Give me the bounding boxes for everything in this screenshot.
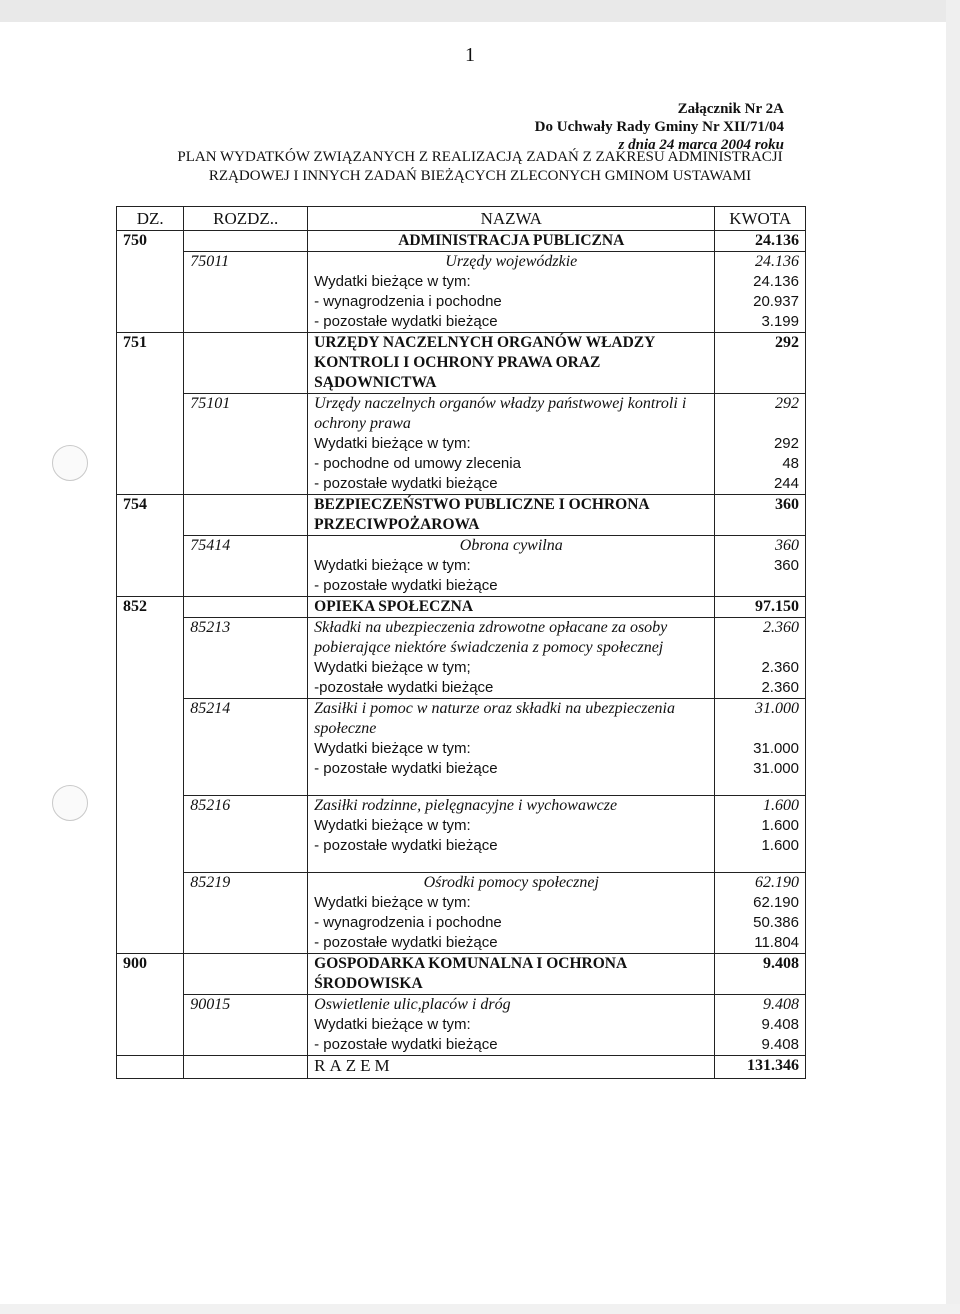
cell-rozdz bbox=[184, 739, 308, 759]
cell-name: Zasiłki i pomoc w naturze oraz składki na ubezpieczenia społeczne bbox=[308, 699, 715, 740]
cell-name: - pozostałe wydatki bieżące bbox=[314, 837, 498, 854]
cell-amount: 24.136 bbox=[715, 231, 806, 252]
table-row bbox=[117, 836, 806, 856]
cell-dz bbox=[117, 759, 184, 779]
cell-amount: 292 bbox=[715, 394, 806, 435]
cell-rozdz bbox=[184, 556, 308, 576]
cell-amount: 31.000 bbox=[715, 759, 806, 779]
table-row bbox=[117, 394, 806, 435]
cell-name: ADMINISTRACJA PUBLICZNA bbox=[308, 231, 715, 252]
cell-name: Oswietlenie ulic,placów i dróg bbox=[308, 995, 715, 1016]
cell-rozdz: 75414 bbox=[184, 536, 308, 557]
table-row bbox=[117, 678, 806, 699]
cell-amount: 360 bbox=[715, 495, 806, 536]
cell-rozdz bbox=[184, 434, 308, 454]
cell-rozdz bbox=[184, 678, 308, 699]
cell-dz: 754 bbox=[117, 495, 184, 536]
cell-name: Wydatki bieżące w tym: bbox=[314, 894, 471, 911]
cell-dz bbox=[117, 556, 184, 576]
table-row bbox=[117, 796, 806, 817]
cell-rozdz bbox=[184, 454, 308, 474]
annex-header bbox=[364, 100, 784, 154]
cell-dz bbox=[117, 394, 184, 435]
cell-amount: 2.360 bbox=[715, 618, 806, 659]
cell-rozdz bbox=[184, 272, 308, 292]
table-row bbox=[117, 739, 806, 759]
cell-rozdz: 75101 bbox=[184, 394, 308, 435]
cell-name: - pozostałe wydatki bieżące bbox=[314, 934, 498, 951]
cell-dz: 852 bbox=[117, 597, 184, 618]
cell-name: -pozostałe wydatki bieżące bbox=[314, 679, 494, 696]
cell-dz bbox=[117, 816, 184, 836]
title-line-2: RZĄDOWEJ I INNYCH ZADAŃ BIEŻĄCYCH ZLECONYCH GMINOM USTAWAMI bbox=[208, 168, 752, 184]
cell-rozdz bbox=[184, 495, 308, 536]
annex-resolution: Do Uchwały Rady Gminy Nr XII/71/04 bbox=[534, 119, 784, 135]
cell-name: - wynagrodzenia i pochodne bbox=[314, 293, 502, 310]
cell-amount: 1.600 bbox=[715, 816, 806, 836]
cell-dz bbox=[117, 292, 184, 312]
table-row bbox=[117, 434, 806, 454]
table-row bbox=[117, 759, 806, 779]
cell-amount: 3.199 bbox=[715, 312, 806, 333]
cell-name: Urzędy wojewódzkie bbox=[308, 252, 715, 273]
cell-dz bbox=[117, 699, 184, 740]
cell-name: Wydatki bieżące w tym: bbox=[314, 435, 471, 452]
table-row bbox=[117, 252, 806, 273]
table-row bbox=[117, 231, 806, 252]
cell-amount: 11.804 bbox=[715, 933, 806, 954]
cell-name: Wydatki bieżące w tym: bbox=[314, 740, 471, 757]
cell-name: - wynagrodzenia i pochodne bbox=[314, 914, 502, 931]
table-row bbox=[117, 536, 806, 557]
cell-amount: 1.600 bbox=[715, 796, 806, 817]
cell-rozdz: 75011 bbox=[184, 252, 308, 273]
cell-rozdz bbox=[184, 759, 308, 779]
cell-dz bbox=[117, 658, 184, 678]
cell-rozdz bbox=[184, 836, 308, 856]
cell-amount: 97.150 bbox=[715, 597, 806, 618]
table-row bbox=[117, 474, 806, 495]
cell-amount: 1.600 bbox=[715, 836, 806, 856]
cell-rozdz bbox=[184, 474, 308, 495]
cell-name: Wydatki bieżące w tym; bbox=[314, 659, 471, 676]
cell-dz: 751 bbox=[117, 333, 184, 394]
table-row bbox=[117, 576, 806, 597]
cell-rozdz bbox=[184, 576, 308, 597]
table-row bbox=[117, 658, 806, 678]
table-row bbox=[117, 454, 806, 474]
cell-rozdz bbox=[184, 231, 308, 252]
scan-edge-right bbox=[946, 0, 960, 1314]
annex-date: z dnia 24 marca 2004 roku bbox=[618, 137, 784, 153]
cell-name: Ośrodki pomocy społecznej bbox=[308, 873, 715, 894]
punch-hole-icon bbox=[52, 445, 88, 481]
table-row bbox=[117, 893, 806, 913]
cell-name: Wydatki bieżące w tym: bbox=[314, 1016, 471, 1033]
table-row bbox=[117, 954, 806, 995]
cell-rozdz bbox=[184, 893, 308, 913]
cell-rozdz bbox=[184, 933, 308, 954]
cell-amount: 292 bbox=[715, 333, 806, 394]
cell-name: - pochodne od umowy zlecenia bbox=[314, 455, 521, 472]
cell-dz bbox=[117, 454, 184, 474]
table-row bbox=[117, 292, 806, 312]
cell-rozdz bbox=[184, 597, 308, 618]
cell-name: - pozostałe wydatki bieżące bbox=[314, 1036, 498, 1053]
page-number: 1 bbox=[465, 44, 475, 66]
punch-hole-icon bbox=[52, 785, 88, 821]
cell-name: BEZPIECZEŃSTWO PUBLICZNE I OCHRONA PRZECIWPOŻAROWA bbox=[308, 495, 715, 536]
header-nazwa: NAZWA bbox=[308, 207, 715, 231]
cell-dz bbox=[117, 252, 184, 273]
cell-name: Wydatki bieżące w tym: bbox=[314, 273, 471, 290]
table-row bbox=[117, 933, 806, 954]
header-rozdz: ROZDZ.. bbox=[184, 207, 308, 231]
table-row bbox=[117, 816, 806, 836]
title-line-1: PLAN WYDATKÓW ZWIĄZANYCH Z REALIZACJĄ ZADAŃ Z ZAKRESU ADMINISTRACJI bbox=[177, 149, 783, 165]
cell-amount: 24.136 bbox=[715, 252, 806, 273]
cell-rozdz bbox=[184, 954, 308, 995]
table-spacer-row bbox=[117, 779, 806, 796]
cell-name: Zasiłki rodzinne, pielęgnacyjne i wychowawcze bbox=[308, 796, 715, 817]
table-row bbox=[117, 618, 806, 659]
cell-rozdz bbox=[184, 333, 308, 394]
cell-name: Obrona cywilna bbox=[308, 536, 715, 557]
cell-name: - pozostałe wydatki bieżące bbox=[314, 475, 498, 492]
cell-name: Wydatki bieżące w tym: bbox=[314, 557, 471, 574]
cell-dz bbox=[117, 678, 184, 699]
cell-dz bbox=[117, 995, 184, 1016]
cell-name: URZĘDY NACZELNYCH ORGANÓW WŁADZY KONTROLI I OCHRONY PRAWA ORAZ SĄDOWNICTWA bbox=[308, 333, 715, 394]
cell-amount: 31.000 bbox=[715, 699, 806, 740]
cell-amount bbox=[715, 576, 806, 597]
cell-name: OPIEKA SPOŁECZNA bbox=[308, 597, 715, 618]
cell-amount: 360 bbox=[715, 556, 806, 576]
cell-amount: 360 bbox=[715, 536, 806, 557]
cell-name: - pozostałe wydatki bieżące bbox=[314, 577, 498, 594]
cell-rozdz bbox=[184, 913, 308, 933]
cell-amount: 9.408 bbox=[715, 1035, 806, 1056]
table-spacer-row bbox=[117, 856, 806, 873]
cell-amount: 31.000 bbox=[715, 739, 806, 759]
total-amount: 131.346 bbox=[715, 1056, 806, 1079]
cell-dz bbox=[117, 1015, 184, 1035]
table-row bbox=[117, 312, 806, 333]
cell-rozdz: 85216 bbox=[184, 796, 308, 817]
cell-amount: 48 bbox=[715, 454, 806, 474]
cell-rozdz bbox=[184, 658, 308, 678]
cell-dz bbox=[117, 873, 184, 894]
cell-rozdz bbox=[184, 816, 308, 836]
cell-name: Składki na ubezpieczenia zdrowotne opłacane za osoby pobierające niektóre świadczenia z pomocy społecznej bbox=[308, 618, 715, 659]
cell-dz bbox=[117, 536, 184, 557]
cell-rozdz bbox=[184, 292, 308, 312]
cell-dz bbox=[117, 893, 184, 913]
total-row bbox=[117, 1056, 806, 1079]
cell-rozdz bbox=[184, 1015, 308, 1035]
budget-table bbox=[116, 206, 806, 1079]
cell-dz bbox=[117, 312, 184, 333]
cell-dz bbox=[117, 913, 184, 933]
cell-dz bbox=[117, 434, 184, 454]
cell-amount: 9.408 bbox=[715, 1015, 806, 1035]
cell-dz bbox=[117, 739, 184, 759]
cell-dz bbox=[117, 576, 184, 597]
cell-dz bbox=[117, 618, 184, 659]
cell-dz bbox=[117, 1035, 184, 1056]
cell-rozdz: 85213 bbox=[184, 618, 308, 659]
table-row bbox=[117, 495, 806, 536]
scan-edge-top bbox=[0, 0, 960, 22]
cell-amount: 292 bbox=[715, 434, 806, 454]
cell-rozdz: 90015 bbox=[184, 995, 308, 1016]
cell-amount: 62.190 bbox=[715, 893, 806, 913]
cell-amount: 2.360 bbox=[715, 678, 806, 699]
table-row bbox=[117, 272, 806, 292]
cell-amount: 2.360 bbox=[715, 658, 806, 678]
cell-amount: 50.386 bbox=[715, 913, 806, 933]
table-row bbox=[117, 913, 806, 933]
table-row bbox=[117, 333, 806, 394]
table-row bbox=[117, 995, 806, 1016]
table-row bbox=[117, 873, 806, 894]
document-title bbox=[110, 148, 850, 186]
cell-name: Urzędy naczelnych organów władzy państwowej kontroli i ochrony prawa bbox=[308, 394, 715, 435]
cell-amount: 20.937 bbox=[715, 292, 806, 312]
scan-edge-bottom bbox=[0, 1304, 960, 1314]
cell-dz bbox=[117, 474, 184, 495]
cell-dz bbox=[117, 836, 184, 856]
cell-amount: 244 bbox=[715, 474, 806, 495]
table-row bbox=[117, 597, 806, 618]
cell-dz: 750 bbox=[117, 231, 184, 252]
cell-amount: 9.408 bbox=[715, 954, 806, 995]
cell-rozdz: 85214 bbox=[184, 699, 308, 740]
cell-name: GOSPODARKA KOMUNALNA I OCHRONA ŚRODOWISKA bbox=[308, 954, 715, 995]
header-dz: DZ. bbox=[117, 207, 184, 231]
cell-rozdz bbox=[184, 1035, 308, 1056]
header-kwota: KWOTA bbox=[715, 207, 806, 231]
total-label: RAZEM bbox=[308, 1056, 715, 1079]
cell-amount: 62.190 bbox=[715, 873, 806, 894]
cell-amount: 24.136 bbox=[715, 272, 806, 292]
cell-name: - pozostałe wydatki bieżące bbox=[314, 313, 498, 330]
table-row bbox=[117, 1035, 806, 1056]
table-row bbox=[117, 699, 806, 740]
cell-dz bbox=[117, 272, 184, 292]
cell-name: Wydatki bieżące w tym: bbox=[314, 817, 471, 834]
cell-dz bbox=[117, 796, 184, 817]
cell-amount: 9.408 bbox=[715, 995, 806, 1016]
table-header-row bbox=[117, 207, 806, 231]
cell-dz bbox=[117, 933, 184, 954]
cell-dz: 900 bbox=[117, 954, 184, 995]
cell-name: - pozostałe wydatki bieżące bbox=[314, 760, 498, 777]
cell-rozdz: 85219 bbox=[184, 873, 308, 894]
cell-rozdz bbox=[184, 312, 308, 333]
table-row bbox=[117, 1015, 806, 1035]
table-row bbox=[117, 556, 806, 576]
annex-number: Załącznik Nr 2A bbox=[677, 101, 784, 117]
